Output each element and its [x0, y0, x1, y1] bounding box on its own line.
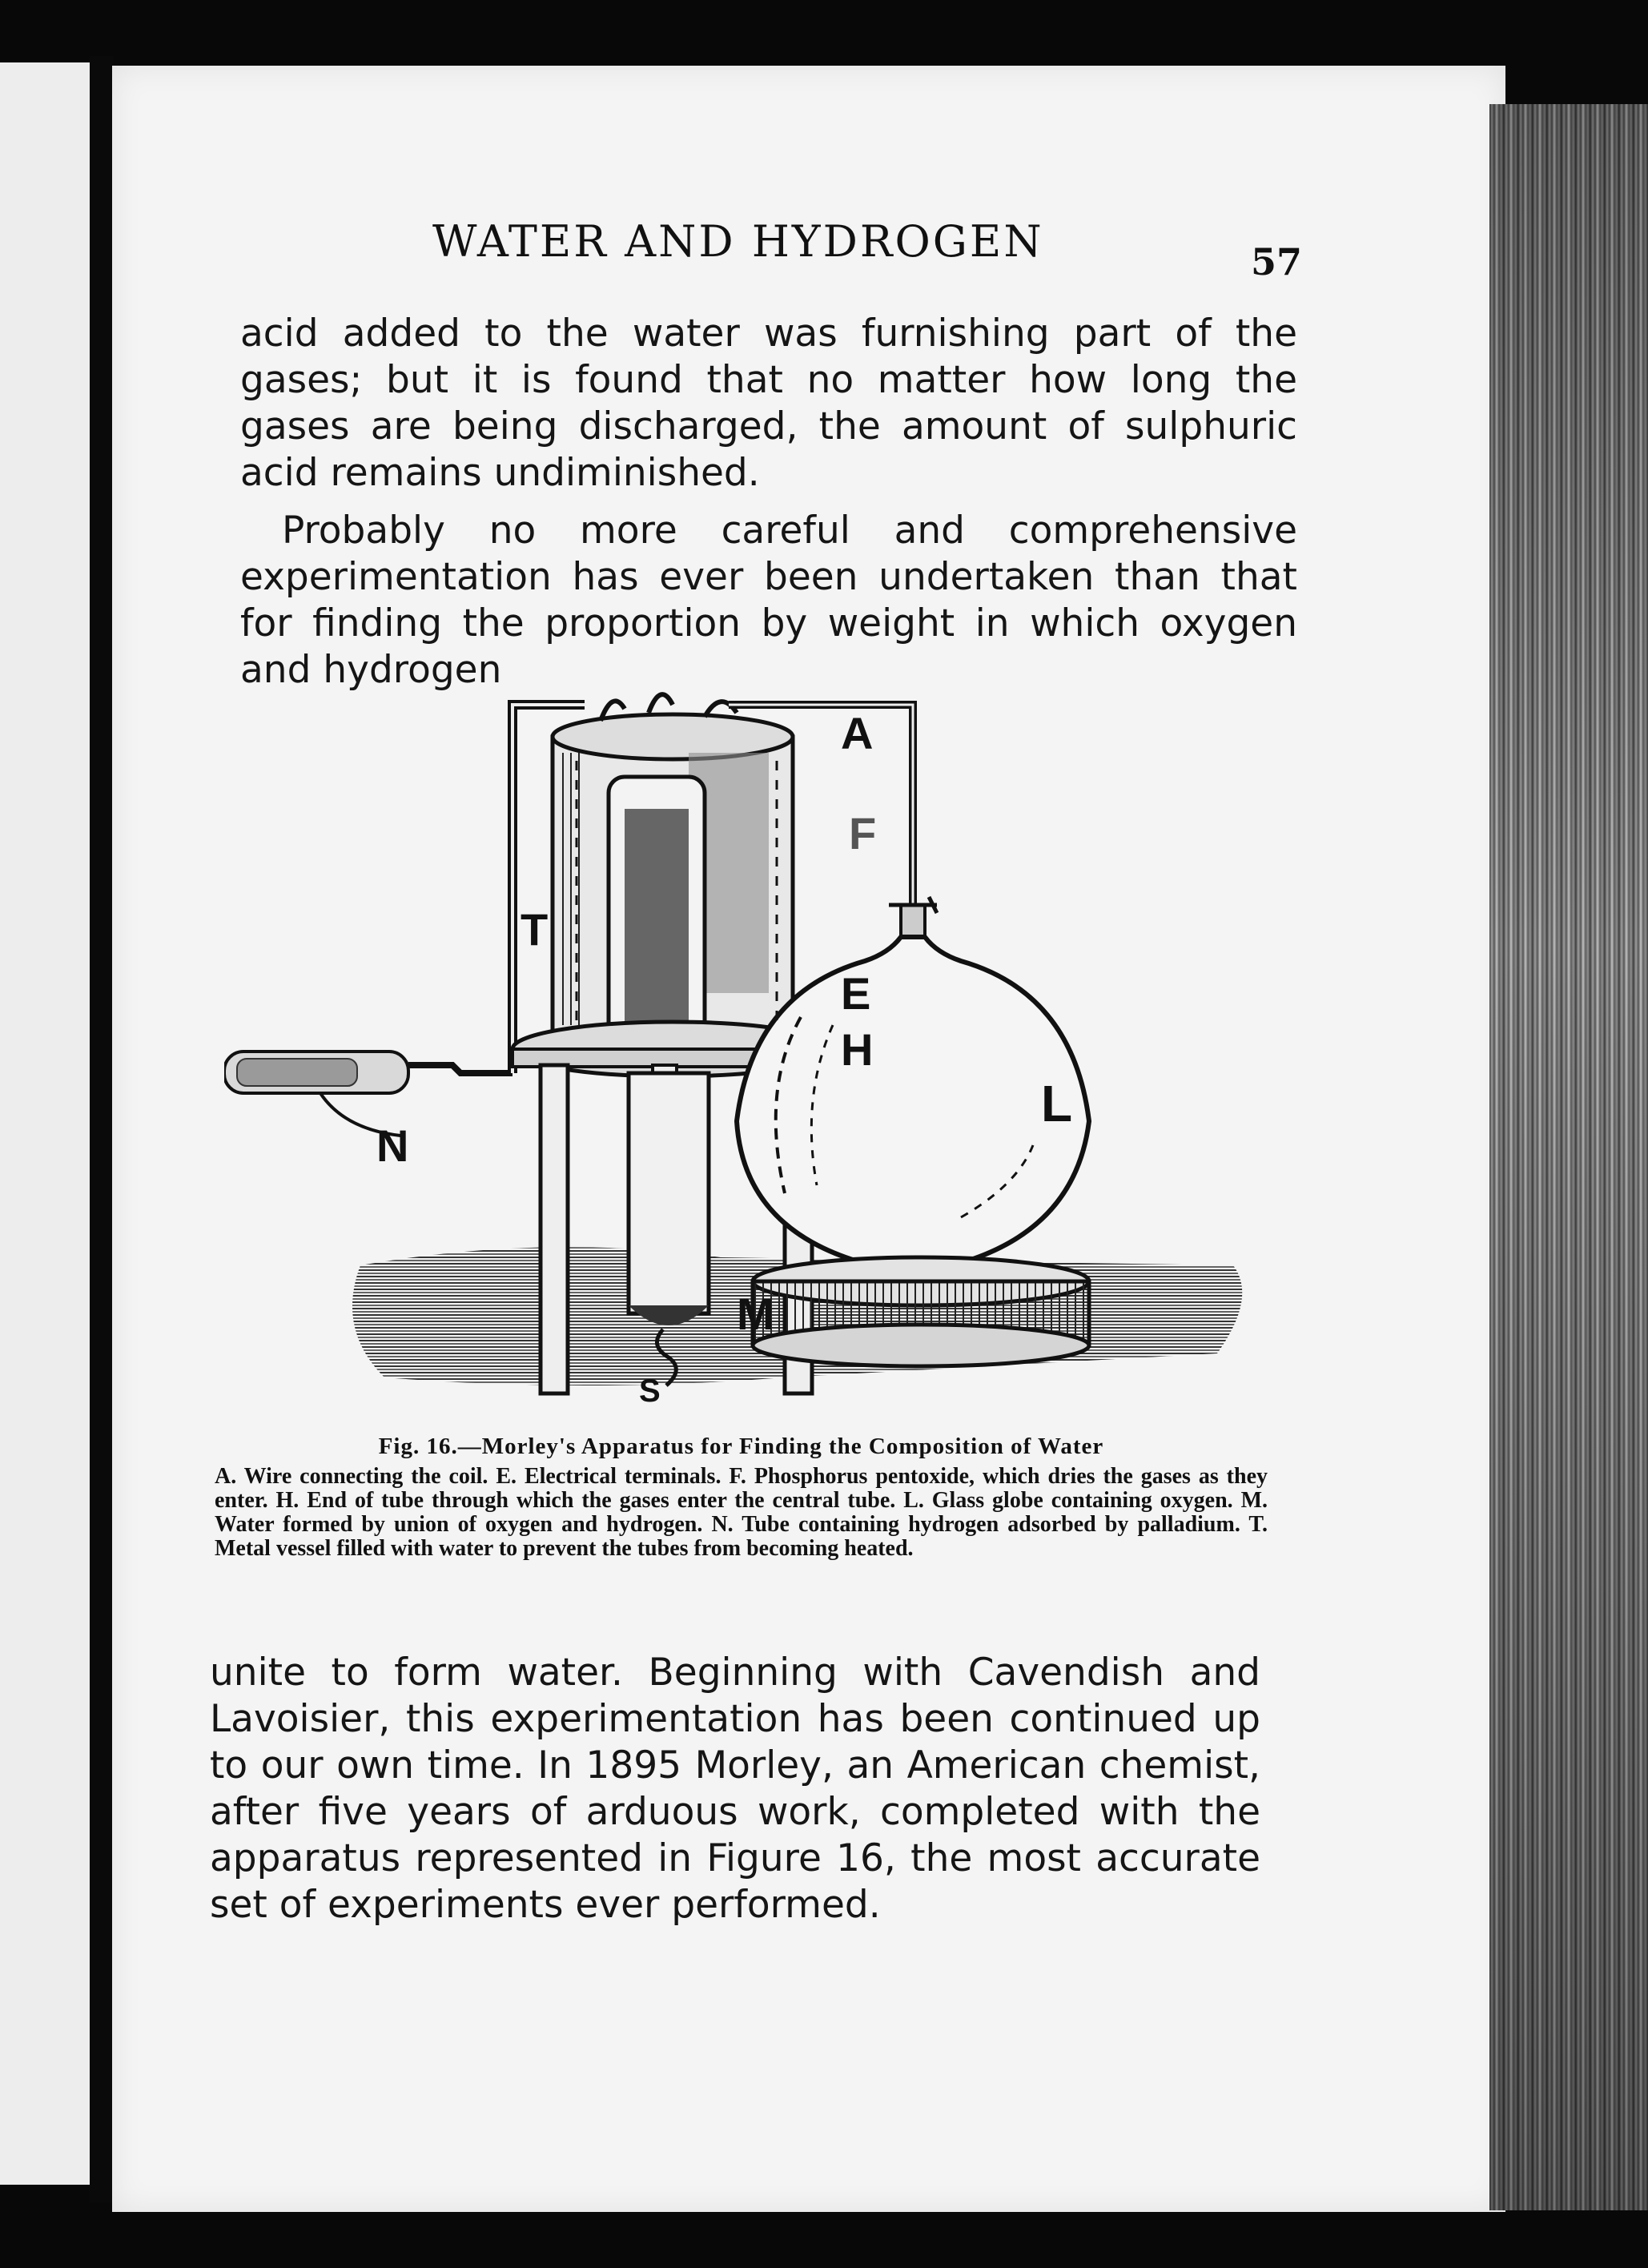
page-number: 57 — [1251, 240, 1303, 284]
globe-stand — [753, 1257, 1089, 1366]
paragraph: Probably no more careful and comprehensive experimentation has ever been undertaken than that for finding the proportion by weight in which oxygen and hydrogen — [240, 509, 1297, 692]
caption-body: A. Wire connecting the coil. E. Electrical terminals. F. Phosphorus pentoxide, which dries the gases as they enter. H. End of tube through which the gases enter the central tube. L. Glass globe containing oxygen. M. Water formed by union of oxygen and hydrogen. N. Tube containing hydrogen adsorbed by palladium. T. Metal vessel filled with water to prevent the tubes from becoming heated. — [215, 1464, 1268, 1561]
body-text-bottom — [210, 1650, 1260, 1928]
facing-page-edge — [0, 62, 96, 2185]
label-a: A — [841, 708, 874, 758]
label-t: T — [521, 904, 549, 955]
running-head: WATER AND HYDROGEN — [432, 216, 1044, 267]
label-l: L — [1041, 1075, 1073, 1132]
palladium-tube-n — [224, 1052, 512, 1093]
label-m: M — [737, 1289, 774, 1339]
label-n: N — [376, 1120, 409, 1171]
label-s: S — [639, 1373, 661, 1409]
morley-apparatus-figure — [224, 673, 1265, 1442]
label-e: E — [841, 968, 871, 1019]
page-edges — [1489, 104, 1648, 2210]
caption-title: Fig. 16.—Morley's Apparatus for Finding the Composition of Water — [378, 1434, 1104, 1459]
paragraph: unite to form water. Beginning with Cavendish and Lavoisier, this experimentation has been continued up to our own time. In 1895 Morley, an American chemist, after five years of arduous work, completed with the apparatus represented in Figure 16, the most accurate set of experiments ever performed. — [210, 1651, 1260, 1927]
text-line: acid added to the water was furnishing part of the gases; but it is found that no matter how long the gases are being discharged, the amount of sulphuric acid remains undiminished. — [240, 312, 1297, 495]
figure-caption — [215, 1434, 1268, 1561]
label-f: F — [849, 808, 877, 859]
central-tube — [609, 777, 705, 1041]
stopcock — [889, 897, 937, 937]
body-text-top — [240, 311, 1297, 694]
label-h: H — [841, 1024, 874, 1075]
book-gutter — [90, 56, 114, 2202]
